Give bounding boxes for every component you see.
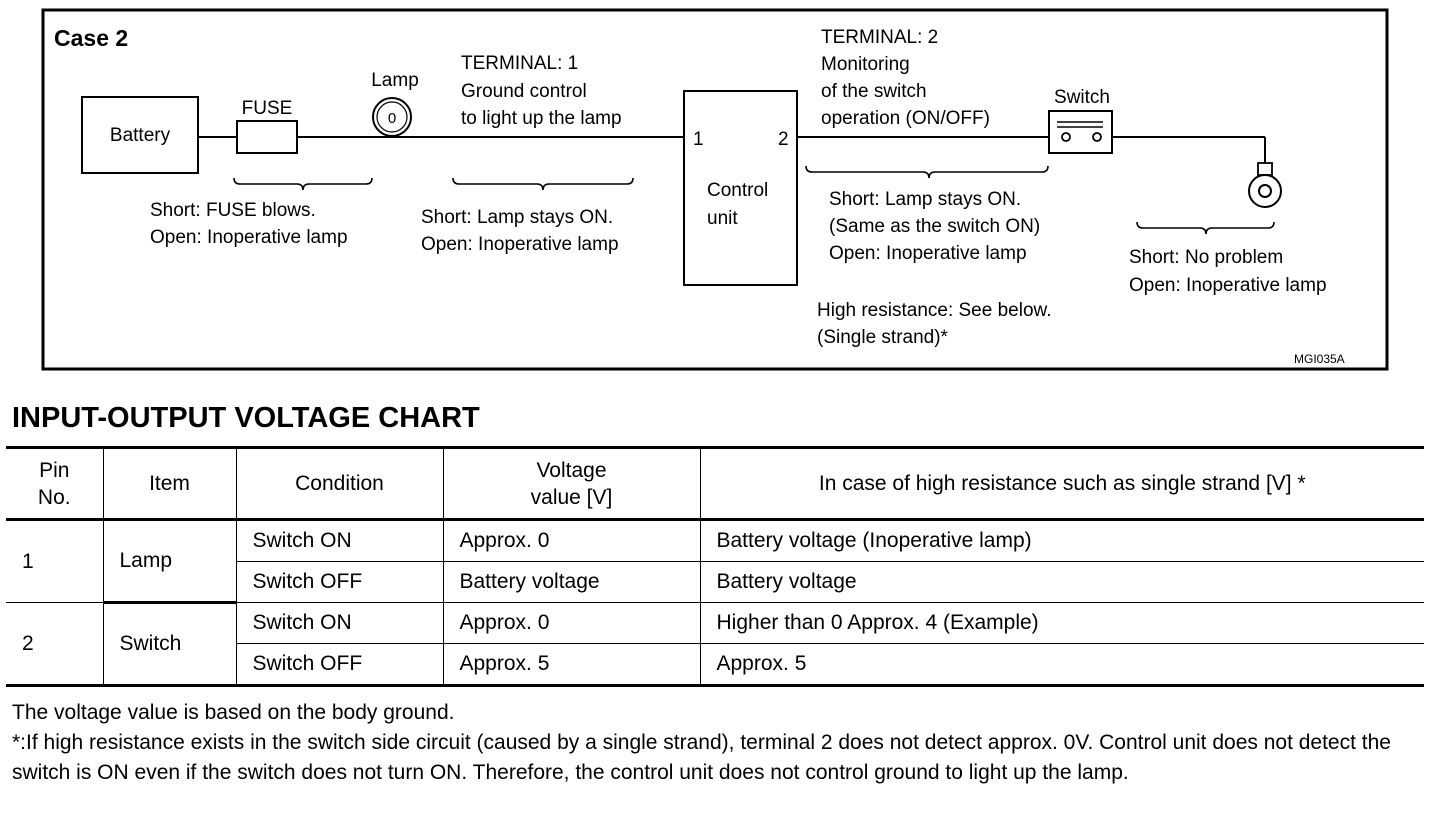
condition-cell: Switch ON: [236, 603, 443, 644]
table-header-row: [6, 448, 1424, 520]
wiring: [198, 137, 1265, 163]
high-resistance-cell: Approx. 5: [700, 644, 1424, 686]
switch-icon: [1049, 111, 1112, 153]
lamp-filament: 0: [387, 110, 397, 127]
condition-cell: Switch OFF: [236, 644, 443, 686]
lamp-note: Short: Lamp stays ON. Open: Inoperative lamp: [421, 207, 619, 255]
pin-cell: 2: [6, 603, 103, 686]
voltage-cell: Approx. 0: [443, 520, 700, 562]
figure-code: MGI035A: [1294, 352, 1345, 366]
high-resistance-cell: Higher than 0 Approx. 4 (Example): [700, 603, 1424, 644]
ground-icon: [1249, 163, 1281, 207]
voltage-chart-table: [6, 446, 1424, 687]
fuse-label: FUSE: [241, 98, 293, 119]
battery-label: Battery: [109, 125, 171, 146]
condition-cell: Switch OFF: [236, 562, 443, 603]
switch-label: Switch: [1054, 87, 1110, 108]
voltage-cell: Approx. 5: [443, 644, 700, 686]
high-resistance-cell: Battery voltage (Inoperative lamp): [700, 520, 1424, 562]
header-condition: Condition: [236, 448, 443, 520]
single-strand-footnote: *:If high resistance exists in the switch side circuit (caused by a single strand), terminal 2 does not detect approx. 0V. Control unit does not detect the switch is ON even if the switch does not turn ON. Therefore, the control unit does not control ground to light up the lamp.: [12, 731, 1391, 784]
item-cell: Switch: [103, 603, 236, 686]
voltage-cell: Approx. 0: [443, 603, 700, 644]
ground-note: Short: No problem Open: Inoperative lamp: [1129, 247, 1327, 296]
pin-cell: 1: [6, 520, 103, 603]
chart-title: INPUT-OUTPUT VOLTAGE CHART: [12, 402, 480, 434]
condition-cell: Switch ON: [236, 520, 443, 562]
table-row: [6, 603, 1424, 644]
control-unit-label: Control unit: [707, 180, 769, 229]
item-cell: Lamp: [103, 520, 236, 603]
switch-line-note: Short: Lamp stays ON. (Same as the switch ON) Open: Inoperative lamp: [829, 189, 1041, 264]
footnotes: [12, 698, 1432, 788]
lamp-label: Lamp: [371, 70, 419, 91]
circuit-diagram: [0, 0, 1456, 380]
terminal2-label: TERMINAL: 2 Monitoring of the switch operation (ON/OFF): [821, 27, 990, 129]
body-ground-note: The voltage value is based on the body ground.: [12, 701, 455, 724]
case-label: Case 2: [54, 25, 129, 51]
high-resistance-note: High resistance: See below. (Single strand)*: [817, 300, 1052, 348]
pin2-label: 2: [778, 129, 789, 150]
header-high-resistance: In case of high resistance such as single strand [V] *: [700, 448, 1424, 520]
voltage-cell: Battery voltage: [443, 562, 700, 603]
header-item: Item: [103, 448, 236, 520]
lamp-icon: [371, 98, 412, 137]
header-pin-no: Pin No.: [6, 448, 103, 520]
table-row: [6, 520, 1424, 562]
fuse-symbol: [237, 121, 297, 153]
pin1-label: 1: [693, 129, 704, 150]
header-voltage: Voltage value [V]: [443, 448, 700, 520]
fuse-note: Short: FUSE blows. Open: Inoperative lamp: [150, 200, 348, 248]
high-resistance-cell: Battery voltage: [700, 562, 1424, 603]
terminal1-label: TERMINAL: 1 Ground control to light up the lamp: [461, 53, 622, 129]
